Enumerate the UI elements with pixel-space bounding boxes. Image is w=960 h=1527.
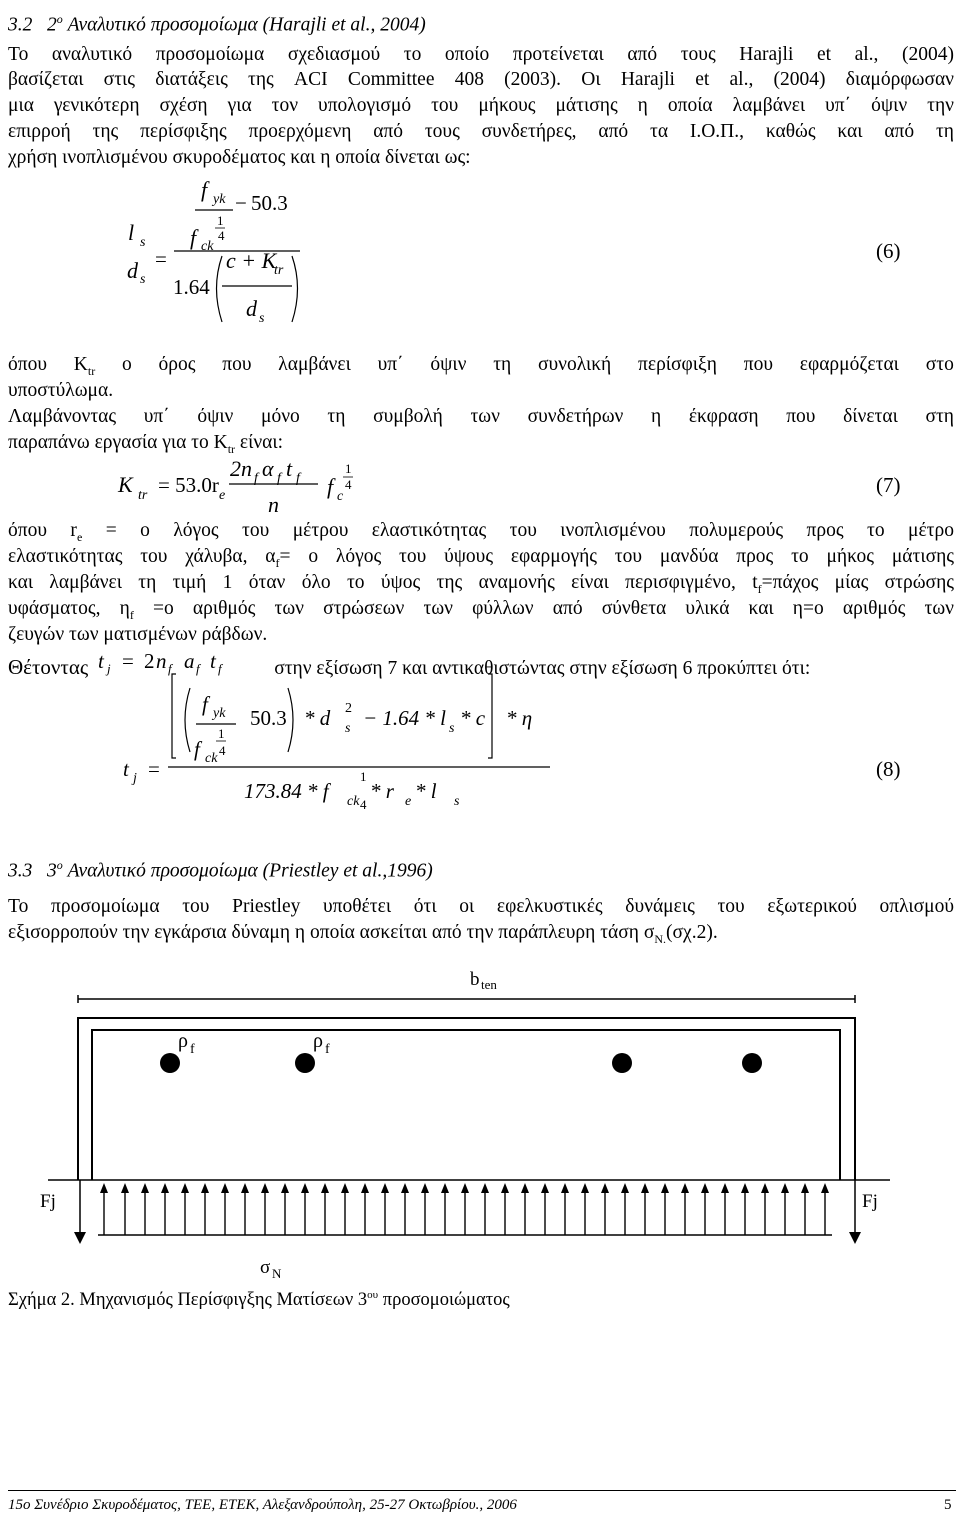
svg-text:f: f	[168, 661, 172, 676]
eq6-d: d	[127, 258, 138, 283]
paragraph-line: ζευγών των ματισμένων ράβδων.	[8, 624, 268, 645]
label-fj-left: Fj	[40, 1191, 56, 1212]
eq8-bracket-right-outer	[488, 674, 492, 758]
eq6-ck: ck	[201, 239, 214, 254]
eq7-f2: f	[277, 471, 281, 486]
footer-conference: 15ο Συνέδριο Σκυροδέματος, ΤΕΕ, ΕΤΕΚ, Αλεξανδρούπολη, 25-27 Οκτωβρίου., 2006	[8, 1497, 517, 1513]
eq6-paren-left	[217, 256, 223, 322]
paragraph-line: Θέτοντας t j 2 n f a f t f = στην εξίσωση 7 και αντικαθιστώντας στην εξίσωση 6 προκύπτει ότι:	[8, 649, 811, 679]
eq8-star-eta: * η	[506, 706, 533, 730]
label-b: b	[470, 969, 480, 990]
paragraph-line: υποστύλωμα.	[8, 380, 114, 401]
eq8-den: 173.84 * f	[244, 779, 329, 803]
eq7-n: n	[268, 492, 279, 516]
word: υπ΄	[377, 354, 404, 375]
eq7-exp-one: 1	[345, 461, 352, 476]
eq8-t: t	[123, 757, 129, 781]
section-heading-3-3	[8, 852, 433, 885]
footer-page-number: 5	[944, 1497, 952, 1513]
section-ordinal-sup: ο	[56, 12, 63, 26]
eq7-alpha: α	[262, 456, 274, 481]
eq6-tr: tr	[274, 263, 284, 278]
svg-text:f: f	[196, 661, 200, 676]
word-ktr: $K_{tr}$	[73, 354, 96, 378]
paragraph-line: ελαστικότητας του χάλυβα, $\alpha_f= o$ λόγος του ύψους εφαρμογής του μανδύα προς το μήκος μάτισης	[8, 546, 954, 570]
eq6-f: f	[201, 177, 208, 202]
eq8-exp-four: 4	[219, 743, 226, 758]
eq8-star-r: * r	[370, 779, 394, 803]
svg-text:a: a	[184, 649, 195, 673]
eq8-paren-right	[288, 688, 293, 752]
eq6-50-3: 50.3	[251, 191, 288, 215]
section-title: Αναλυτικό προσομοίωμα (Priestley et al.,1996)	[67, 860, 433, 882]
eq8-label: (8)	[876, 757, 901, 781]
eq7-t: t	[286, 456, 293, 481]
svg-text:2: 2	[144, 649, 155, 673]
word: εφαρμόζεται	[799, 354, 899, 375]
word: λαμβάνει	[278, 354, 351, 375]
eq7-exp-four: 4	[345, 477, 352, 492]
eq8-ck2: ck	[347, 794, 360, 809]
word: συνολική	[538, 354, 612, 375]
svg-text:f: f	[218, 661, 222, 676]
eq8-ck: ck	[205, 751, 218, 766]
eq8-minus-l: − 1.64 * l	[363, 706, 447, 730]
svg-text:j: j	[107, 661, 111, 676]
label-rho-right: ρ	[313, 1030, 323, 1052]
word: ο	[122, 354, 132, 375]
label-ten: ten	[481, 977, 497, 992]
paragraph-line: και λαμβάνει τη τιμή 1 όταν όλο το ύψος της αναμονής είναι περισφιγμένο, $t_f=\pi ά\chi o\varsigma$ μίας στρώσης	[8, 572, 954, 596]
eq8-exp-one-2: 1	[360, 769, 367, 784]
eq6-paren-right	[292, 256, 298, 322]
paragraph-line: υφάσματος, $\eta_f =o$ αριθμός των στρώσεων των φύλλων από σύνθετα υλικά και η=ο αριθμός των	[8, 598, 954, 622]
eq8-s: s	[345, 721, 351, 736]
eq8-s3: s	[454, 794, 460, 809]
word: τη	[493, 354, 512, 375]
equation-6	[0, 170, 960, 340]
rebar-circle	[295, 1053, 315, 1073]
equation-7	[0, 454, 960, 516]
svg-text:=: =	[122, 649, 135, 673]
eq8-yk: yk	[213, 706, 226, 721]
fj-arrowhead-left	[74, 1232, 86, 1244]
paragraph-line: Το προσομοίωμα του Priestley υποθέτει ότι οι εφελκυστικές δυνάμεις του εξωτερικού οπλισμού	[8, 896, 954, 917]
rebar-circle	[742, 1053, 762, 1073]
eq7-tr: tr	[138, 488, 148, 503]
section-ordinal: 2	[47, 14, 57, 36]
section-outline-inner	[92, 1030, 840, 1180]
eq7-f3: f	[296, 471, 300, 486]
paragraph-line: εξισορροπούν την εγκάρσια δύναμη η οποία ασκείται από την παράπλευρη τάση $\sigma_{N.}(\sigma\chi.2)$.	[8, 922, 718, 946]
section-number: 3.2	[8, 14, 33, 36]
section-ordinal: 3	[47, 860, 57, 882]
eq6-d2: d	[246, 296, 257, 321]
word: περίσφιξη	[638, 354, 717, 375]
eq7-e: e	[219, 488, 226, 503]
paragraph-line: επιρροή της περίσφιξης προερχόμενη από τους συνδετήρες, από τα Ι.Ο.Π., καθώς και από τη	[8, 121, 954, 142]
label-rho-right-sub: f	[325, 1042, 330, 1057]
label-fj-right: Fj	[862, 1191, 878, 1212]
label-sigma-sub: N	[272, 1266, 282, 1281]
eq7-2n: 2n	[230, 456, 252, 481]
eq7-fc: f	[327, 474, 334, 499]
eq8-j: j	[133, 771, 137, 786]
eq6-s: s	[140, 235, 146, 250]
eq8-f2: f	[194, 737, 200, 761]
eq8-star-c: * c	[460, 706, 486, 730]
section-number: 3.3	[8, 860, 33, 882]
word: που	[743, 354, 773, 375]
eq6-label: (6)	[876, 239, 901, 263]
eq7-eq: = 53.0r	[158, 473, 219, 497]
eq7-c: c	[337, 489, 344, 504]
eq6-s3: s	[259, 311, 265, 326]
eq6-s2: s	[140, 272, 146, 287]
label-rho-left: ρ	[178, 1030, 188, 1052]
word: στο	[925, 354, 954, 375]
word: που	[222, 354, 252, 375]
paragraph-line: παραπάνω εργασία για το $K_{tr}$ είναι:	[8, 432, 284, 456]
sigma-n-pressure-arrows	[104, 1188, 825, 1235]
eq8-exp-four-2: 4	[360, 797, 367, 812]
eq8-e: e	[405, 794, 412, 809]
eq6-minus-sign: −	[235, 191, 247, 215]
eq8-bracket-left-outer	[172, 674, 176, 758]
svg-text:t: t	[98, 649, 105, 673]
eq7-K: K	[118, 472, 133, 497]
paragraph-line: βασίζεται στις διατάξεις της ACI Committee 408 (2003). Οι Harajli et al., (2004) διαμόρφωσαν	[8, 69, 954, 90]
eq8-star-d: * d	[304, 706, 331, 730]
section-ordinal-sup: ο	[56, 858, 63, 872]
paragraph-line: Το αναλυτικό προσομοίωμα σχεδιασμού το οποίο προτείνεται από τους Harajli et al., (2004)	[8, 44, 954, 65]
eq6-l: l	[128, 220, 135, 245]
paragraph-line-justified	[8, 352, 954, 384]
eq6-c-plus-k: c + K	[226, 248, 277, 273]
eq6-f2: f	[190, 225, 197, 250]
section-title: Αναλυτικό προσομοίωμα (Harajli et al., 2004)	[67, 14, 426, 36]
eq7-label: (7)	[876, 473, 901, 497]
label-rho-left-sub: f	[190, 1042, 195, 1057]
word: όπου	[8, 354, 47, 375]
paragraph-line: όπου $r_e = o$ λόγος του μέτρου ελαστικότητας του ινοπλισμένου πολυμερούς προς το μέτρο	[8, 520, 954, 544]
eq8-sq: 2	[345, 701, 352, 716]
rebar-circle	[160, 1053, 180, 1073]
word: όρος	[158, 354, 196, 375]
eq8-star-l: * l	[415, 779, 437, 803]
eq8-paren-left	[185, 688, 190, 752]
eq6-coef: 1.64	[173, 275, 210, 299]
eq8-exp-one: 1	[218, 726, 225, 741]
eq7-f1: f	[254, 471, 258, 486]
word: όψιν	[430, 354, 467, 375]
label-sigma: σ	[260, 1257, 271, 1278]
section-heading-3-2	[8, 6, 426, 39]
paragraph-line: μια γενικότερη σχέση για τον υπολογισμό του μήκους μάτισης η οποία λαμβάνει υπ΄ όψιν την	[8, 95, 954, 116]
svg-text:n: n	[156, 649, 167, 673]
fj-arrowhead-right	[849, 1232, 861, 1244]
eq8-f: f	[202, 692, 208, 716]
paragraph-line: Λαμβάνοντας υπ΄ όψιν μόνο τη συμβολή των συνδετήρων η έκφραση που δίνεται στη	[8, 406, 954, 427]
eq8-s2: s	[449, 721, 455, 736]
eq6-exp-four: 4	[218, 228, 225, 243]
eq6-exp-one: 1	[217, 213, 224, 228]
eq8-50-3: 50.3	[250, 706, 287, 730]
eq6-yk: yk	[213, 192, 226, 207]
figure-2-caption: Σχήμα 2. Μηχανισμός Περίσφιγξης Ματίσεων $3^{o\upsilon}$ προσομοιώματος	[8, 1289, 510, 1311]
svg-text:t: t	[210, 649, 217, 673]
sigma-n-arrowheads	[100, 1183, 829, 1193]
rebar-circle	[612, 1053, 632, 1073]
figure-2-diagram	[0, 955, 960, 1285]
paragraph-line: χρήση ινοπλισμένου σκυροδέματος και η οποία δίνεται ως:	[8, 147, 471, 168]
footer-rule	[8, 1490, 956, 1491]
equation-8	[0, 668, 960, 818]
eq6-equals: =	[155, 247, 167, 271]
eq8-eq: =	[148, 757, 160, 781]
